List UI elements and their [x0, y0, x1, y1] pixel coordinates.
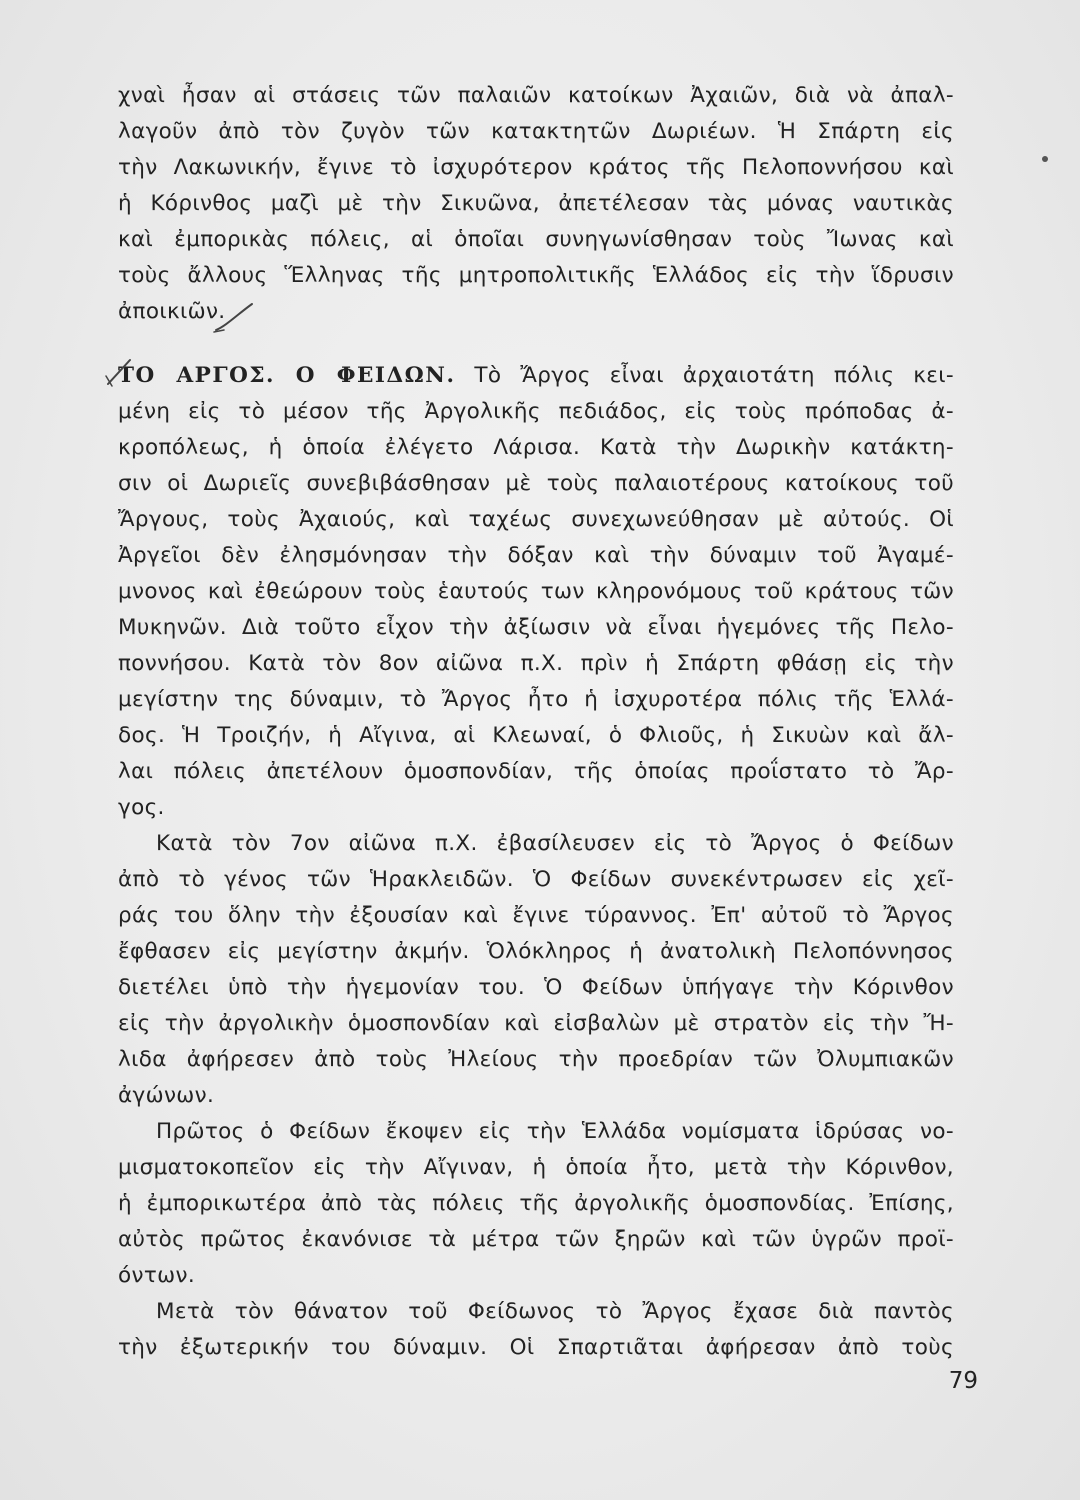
text-line: ποννήσου. Κατὰ τὸν 8ον αἰῶνα π.Χ. πρὶν ἡ Σπάρτη φθάσῃ εἰς τὴν — [118, 651, 954, 676]
section-heading-line — [118, 358, 954, 394]
text-line: ἀποικιῶν. — [118, 299, 226, 324]
text-line: σιν οἱ Δωριεῖς συνεβιβάσθησαν μὲ τοὺς παλαιοτέρους κατοίκους τοῦ — [118, 471, 954, 496]
text-line: Κατὰ τὸν 7ον αἰῶνα π.Χ. ἐβασίλευσεν εἰς τὸ Ἄργος ὁ Φείδων — [156, 831, 954, 856]
text-line: λαι πόλεις ἀπετέλουν ὁμοσπονδίαν, τῆς ὁποίας προΐστατο τὸ Ἄρ- — [118, 759, 954, 784]
text-line: μένη εἰς τὸ μέσον τῆς Ἀργολικῆς πεδιάδος, εἰς τοὺς πρόποδας ἀ- — [118, 399, 954, 424]
text-line: λαγοῦν ἀπὸ τὸν ζυγὸν τῶν κατακτητῶν Δωριέων. Ἡ Σπάρτη εἰς — [118, 119, 954, 144]
text-line: γος. — [118, 795, 165, 820]
text-line: χναὶ ἦσαν αἱ στάσεις τῶν παλαιῶν κατοίκων Ἀχαιῶν, διὰ νὰ ἀπαλ- — [118, 83, 954, 108]
pencil-paragraph-mark-icon — [104, 356, 134, 388]
text-line: Ἀργεῖοι δὲν ἐλησμόνησαν τὴν δόξαν καὶ τὴν δύναμιν τοῦ Ἀγαμέ- — [118, 543, 954, 568]
text-line: ἡ Κόρινθος μαζὶ μὲ τὴν Σικυῶνα, ἀπετέλεσαν τὰς μόνας ναυτικὰς — [118, 191, 954, 216]
text-line: Ἄργους, τοὺς Ἀχαιούς, καὶ ταχέως συνεχωνεύθησαν μὲ αὐτούς. Οἱ — [118, 507, 954, 532]
text-line: όντων. — [118, 1263, 196, 1288]
pencil-slash-mark-icon — [212, 300, 256, 336]
text-line: εἰς τὴν ἀργολικὴν ὁμοσπονδίαν καὶ εἰσβαλὼν μὲ στρατὸν εἰς τὴν Ἤ- — [118, 1011, 954, 1036]
text-line: Μετὰ τὸν θάνατον τοῦ Φείδωνος τὸ Ἄργος ἔχασε διὰ παντὸς — [156, 1299, 954, 1324]
text-line: τὴν Λακωνικήν, ἔγινε τὸ ἰσχυρότερον κράτος τῆς Πελοποννήσου καὶ — [118, 155, 954, 180]
text-line: ράς του ὅλην τὴν ἐξουσίαν καὶ ἔγινε τύραννος. Ἐπ' αὐτοῦ τὸ Ἄργος — [118, 903, 954, 928]
text-line: τοὺς ἄλλους Ἕλληνας τῆς μητροπολιτικῆς Ἑλλάδος εἰς τὴν ἵδρυσιν — [118, 263, 954, 288]
text-line: μεγίστην της δύναμιν, τὸ Ἄργος ἦτο ἡ ἰσχυροτέρα πόλις τῆς Ἑλλά- — [118, 687, 954, 712]
section-heading: ΤΟ ΑΡΓΟΣ. Ο ΦΕΙΔΩΝ. — [118, 363, 456, 388]
page-number: 79 — [948, 1368, 978, 1394]
text-line: δος. Ἡ Τροιζήν, ἡ Αἴγινα, αἱ Κλεωναί, ὁ Φλιοῦς, ἡ Σικυὼν καὶ ἄλ- — [118, 723, 954, 748]
heading-line-text: Τὸ Ἄργος εἶναι ἀρχαιοτάτη πόλις κει- — [474, 363, 954, 388]
text-line: ἔφθασεν εἰς μεγίστην ἀκμήν. Ὁλόκληρος ἡ ἀνατολικὴ Πελοπόννησος — [118, 939, 954, 964]
text-line: Μυκηνῶν. Διὰ τοῦτο εἶχον τὴν ἀξίωσιν νὰ εἶναι ἡγεμόνες τῆς Πελο- — [118, 615, 954, 640]
text-line: ἀπὸ τὸ γένος τῶν Ἡρακλειδῶν. Ὁ Φείδων συνεκέντρωσεν εἰς χεῖ- — [118, 867, 954, 892]
text-line: τὴν ἐξωτερικήν του δύναμιν. Οἱ Σπαρτιᾶται ἀφήρεσαν ἀπὸ τοὺς — [118, 1335, 954, 1360]
text-line: καὶ ἐμπορικὰς πόλεις, αἱ ὁποῖαι συνηγωνίσθησαν τοὺς Ἴωνας καὶ — [118, 227, 954, 252]
text-line: αὐτὸς πρῶτος ἐκανόνισε τὰ μέτρα τῶν ξηρῶν καὶ τῶν ὑγρῶν προϊ- — [118, 1227, 954, 1252]
text-line: κροπόλεως, ἡ ὁποία ἐλέγετο Λάρισα. Κατὰ τὴν Δωρικὴν κατάκτη- — [118, 435, 954, 460]
page-body-text — [118, 78, 954, 1366]
text-line: μνονος καὶ ἐθεώρουν τοὺς ἑαυτούς των κληρονόμους τοῦ κράτους τῶν — [118, 579, 954, 604]
margin-dot — [1042, 156, 1048, 162]
text-line: λιδα ἀφήρεσεν ἀπὸ τοὺς Ἠλείους τὴν προεδρίαν τῶν Ὀλυμπιακῶν — [118, 1047, 954, 1072]
text-line: μισματοκοπεῖον εἰς τὴν Αἴγιναν, ἡ ὁποία ἦτο, μετὰ τὴν Κόρινθον, — [118, 1155, 954, 1180]
text-line: ἡ ἐμπορικωτέρα ἀπὸ τὰς πόλεις τῆς ἀργολικῆς ὁμοσπονδίας. Ἐπίσης, — [118, 1191, 954, 1216]
text-line: Πρῶτος ὁ Φείδων ἔκοψεν εἰς τὴν Ἑλλάδα νομίσματα ἱδρύσας νο- — [156, 1119, 954, 1144]
text-line: διετέλει ὑπὸ τὴν ἡγεμονίαν του. Ὁ Φείδων ὑπήγαγε τὴν Κόρινθον — [118, 975, 954, 1000]
text-line: ἀγώνων. — [118, 1083, 215, 1108]
